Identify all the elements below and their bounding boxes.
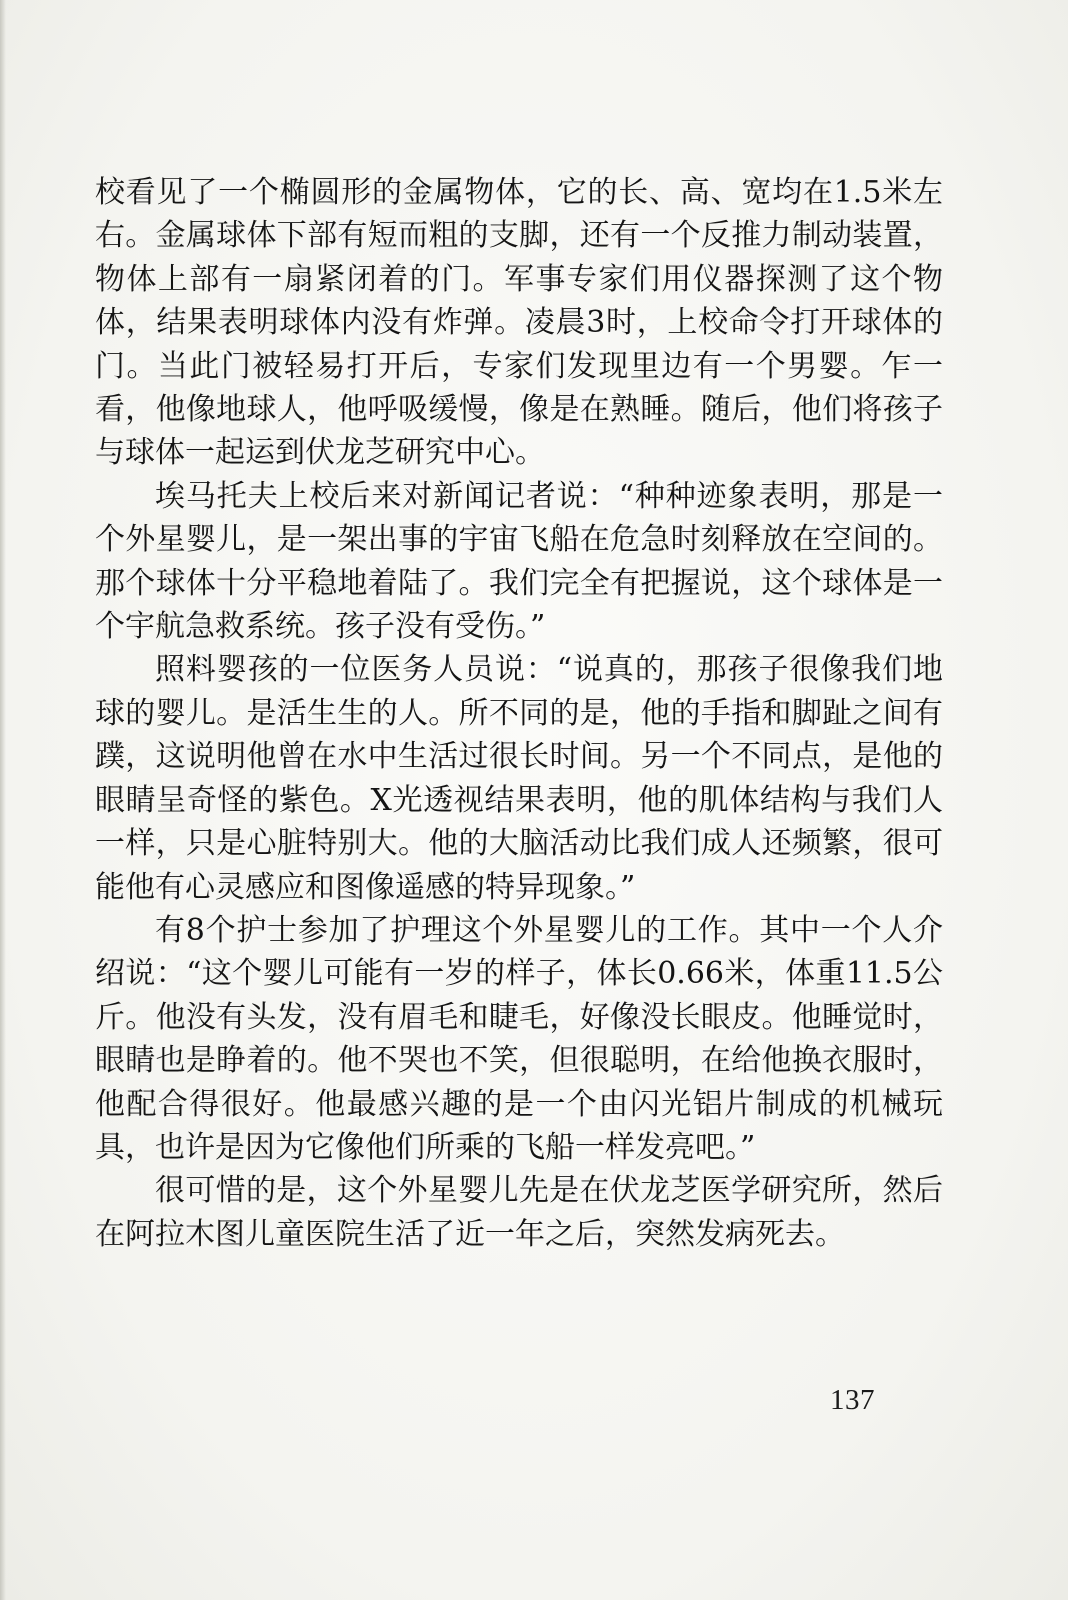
paragraph-4: 有8个护士参加了护理这个外星婴儿的工作。其中一个人介绍说：“这个婴儿可能有一岁的样子，体长0.66米，体重11.5公斤。他没有头发，没有眉毛和睫毛，好像没长眼皮。他睡觉时，眼睛也是睁着的。他不哭也不笑，但很聪明，在给他换衣服时，他配合得很好。他最感兴趣的是一个由闪光铝片制成的机械玩具，也许是因为它像他们所乘的飞船一样发亮吧。” <box>95 912 943 1165</box>
paragraph-3: 照料婴孩的一位医务人员说：“说真的，那孩子很像我们地球的婴儿。是活生生的人。所不同的是，他的手指和脚趾之间有蹼，这说明他曾在水中生活过很长时间。另一个不同点，是他的眼睛呈奇怪的紫色。X光透视结果表明，他的肌体结构与我们人一样，只是心脏特别大。他的大脑活动比我们成人还频繁，很可能他有心灵感应和图像遥感的特异现象。” <box>95 652 943 905</box>
paragraph-1: 校看见了一个椭圆形的金属物体，它的长、高、宽均在1.5米左右。金属球体下部有短而粗的支脚，还有一个反推力制动装置，物体上部有一扇紧闭着的门。军事专家们用仪器探测了这个物体，结果表明球体内没有炸弹。凌晨3时，上校命令打开球体的门。当此门被轻易打开后，专家们发现里边有一个男婴。乍一看，他像地球人，他呼吸缓慢，像是在熟睡。随后，他们将孩子与球体一起运到伏龙芝研究中心。 <box>95 175 943 471</box>
body-text <box>95 171 943 1256</box>
scan-edge-shadow <box>0 0 6 1600</box>
paragraph-5: 很可惜的是，这个外星婴儿先是在伏龙芝医学研究所，然后在阿拉木图儿童医院生活了近一年之后，突然发病死去。 <box>95 1173 943 1252</box>
paragraph-2: 埃马托夫上校后来对新闻记者说：“种种迹象表明，那是一个外星婴儿，是一架出事的宇宙飞船在危急时刻释放在空间的。那个球体十分平稳地着陆了。我们完全有把握说，这个球体是一个宇航急救系统。孩子没有受伤。” <box>95 478 943 645</box>
page-number: 137 <box>830 1384 875 1416</box>
